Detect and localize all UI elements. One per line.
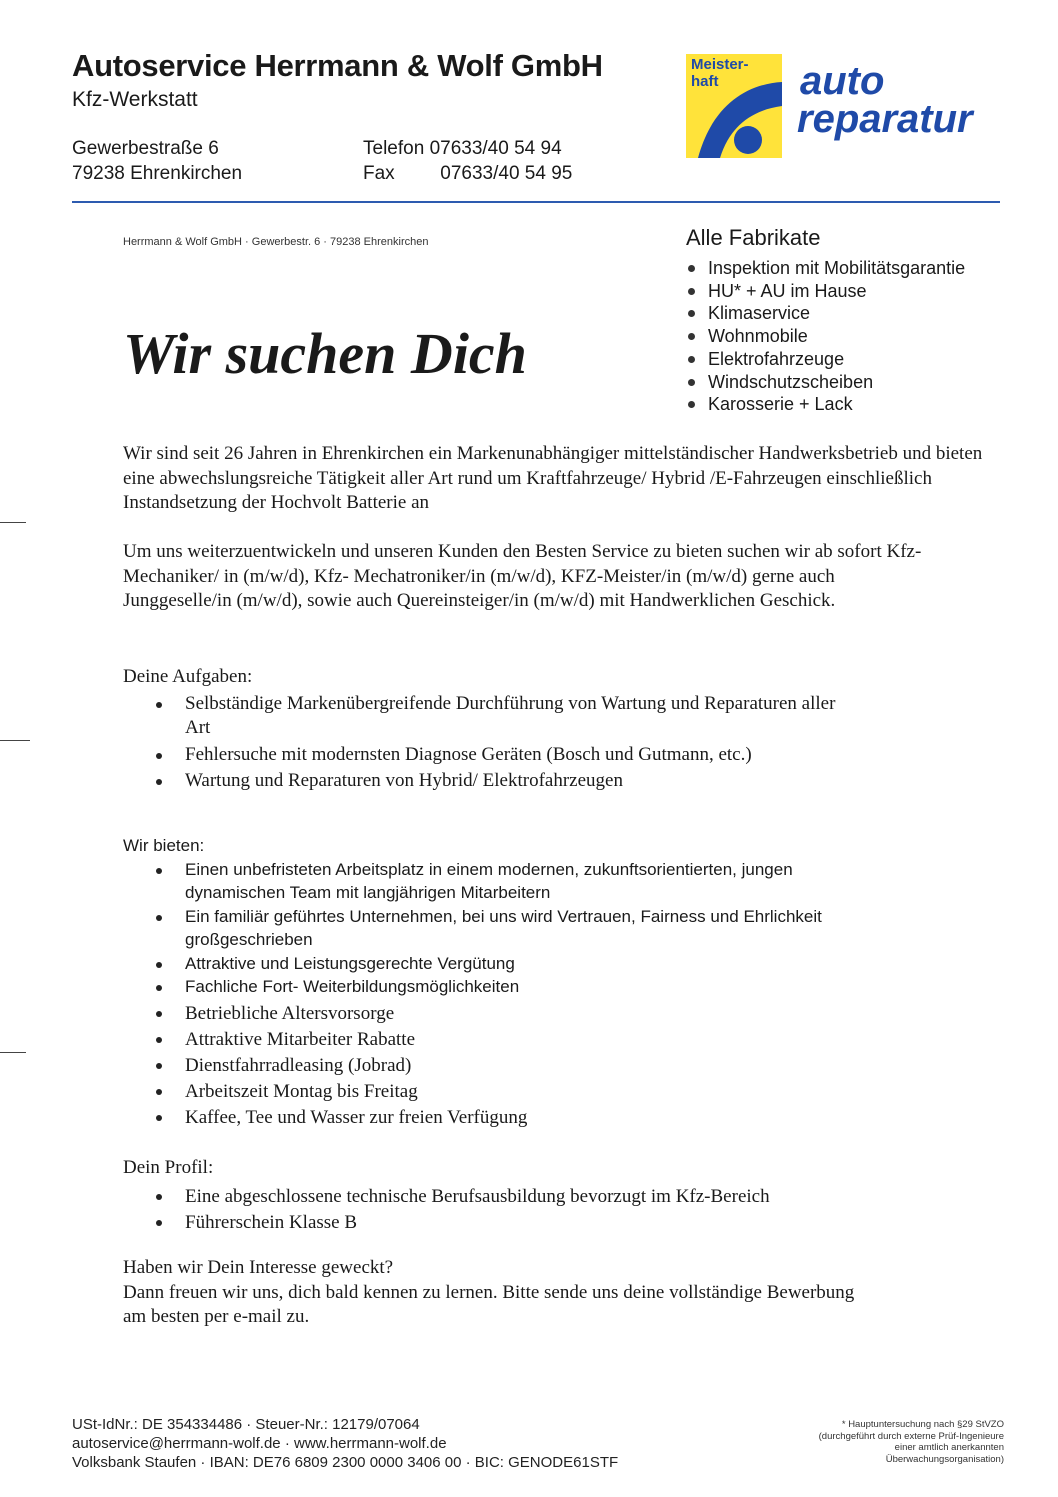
logo-word-reparatur: reparatur — [797, 97, 973, 141]
company-subtitle: Kfz-Werkstatt — [72, 88, 198, 111]
fold-mark — [0, 1052, 26, 1053]
service-item: Karosserie + Lack — [686, 393, 965, 416]
offer-list-sans — [123, 858, 943, 999]
fax-label: Fax — [363, 163, 395, 184]
logo-word-auto: auto — [800, 59, 885, 103]
offer-item: Kaffee, Tee und Wasser zur freien Verfügung — [123, 1105, 983, 1131]
offer-title: Wir bieten: — [123, 836, 205, 855]
task-item: Selbständige Markenübergreifende Durchführung von Wartung und Reparaturen aller Art — [123, 692, 923, 741]
makes-title: Alle Fabrikate — [686, 225, 821, 250]
service-item: Wohnmobile — [686, 325, 965, 348]
profile-item: Führerschein Klasse B — [123, 1210, 983, 1236]
logo-badge-line2: haft — [691, 73, 719, 90]
service-item: Elektrofahrzeuge — [686, 348, 965, 371]
logo-badge-line1: Meister- — [691, 56, 749, 73]
offer-item: Fachliche Fort- Weiterbildungsmöglichkeiten — [123, 975, 943, 999]
offer-list-serif — [123, 1001, 983, 1131]
sender-line: Herrmann & Wolf GmbH · Gewerbestr. 6 · 79238 Ehrenkirchen — [123, 236, 429, 248]
phone-number: 07633/40 54 94 — [429, 138, 562, 159]
footer-contact: autoservice@herrmann-wolf.de · www.herrmann-wolf.de — [72, 1435, 447, 1452]
address-street: Gewerbestraße 6 — [72, 138, 219, 159]
profile-list — [123, 1184, 983, 1236]
positions-paragraph: Um uns weiterzuentwickeln und unseren Kunden den Besten Service zu bieten suchen wir ab sofort Kfz-Mechaniker/ in (m/w/d), Kfz- Mechatroniker/in (m/w/d), KFZ-Meister/in (m/w/d) gerne auch Junggeselle/in (m/w/d), sowie auch Quereinsteiger/in (m/w/d) mit Handwerklichen Geschick. — [123, 541, 922, 611]
closing-text: Dann freuen wir uns, dich bald kennen zu lernen. Bitte sende uns deine vollständige Bewerbung am besten per e-mail zu. — [123, 1281, 855, 1327]
offer-item: Einen unbefristeten Arbeitsplatz in einem modernen, zukunftsorientierten, jungen dynamischen Team mit langjährigen Mitarbeitern — [123, 858, 943, 905]
service-item: Windschutzscheiben — [686, 371, 965, 394]
fold-mark — [0, 522, 26, 523]
service-item: Klimaservice — [686, 302, 965, 325]
offer-item: Betriebliche Altersvorsorge — [123, 1001, 983, 1027]
intro-paragraph: Wir sind seit 26 Jahren in Ehrenkirchen ein Markenunabhängiger mittelständischer Handwerksbetrieb und bieten eine abwechslungsreiche Tätigkeit aller Art rund um Kraftfahrzeuge/ Hybrid /E-Fahrzeugen einschließlich Instandsetzung der Hochvolt Batterie an — [123, 443, 983, 513]
phone-label: Telefon — [363, 138, 425, 159]
tasks-section — [123, 665, 983, 794]
meisterhaft-logo-badge — [686, 54, 782, 158]
company-address — [72, 136, 242, 186]
tasks-list — [123, 692, 923, 794]
footer-company-info — [72, 1415, 618, 1472]
offer-item: Dienstfahrradleasing (Jobrad) — [123, 1053, 983, 1079]
offer-item: Attraktive und Leistungsgerechte Vergütung — [123, 952, 943, 976]
header-divider — [72, 201, 1000, 203]
headline: Wir suchen Dich — [123, 321, 527, 386]
contact-numbers — [363, 136, 572, 186]
profile-item: Eine abgeschlossene technische Berufsausbildung bevorzugt im Kfz-Bereich — [123, 1184, 983, 1210]
auto-reparatur-logo-text — [797, 59, 973, 141]
company-name: Autoservice Herrmann & Wolf GmbH — [72, 48, 603, 83]
logo-swoosh-icon — [686, 54, 782, 158]
address-city: 79238 Ehrenkirchen — [72, 163, 243, 184]
service-item: HU* + AU im Hause — [686, 280, 965, 303]
phone-row — [363, 136, 572, 161]
offer-item: Arbeitszeit Montag bis Freitag — [123, 1079, 983, 1105]
offer-item: Ein familiär geführtes Unternehmen, bei uns wird Vertrauen, Fairness und Ehrlichkeit großgeschrieben — [123, 905, 943, 952]
profile-section — [123, 1156, 983, 1236]
tasks-title: Deine Aufgaben: — [123, 666, 253, 687]
fax-number: 07633/40 54 95 — [440, 163, 573, 184]
offer-item: Attraktive Mitarbeiter Rabatte — [123, 1027, 983, 1053]
offer-section — [123, 834, 983, 1131]
footer-bank: Volksbank Staufen · IBAN: DE76 6809 2300 0000 3406 00 · BIC: GENODE61STF — [72, 1454, 619, 1471]
hu-footnote: * Hauptuntersuchung nach §29 StVZO (durchgeführt durch externe Prüf-Ingenieure einer amtlich anerkannten Überwachungsorganisation) — [818, 1419, 1004, 1465]
footer-tax-ids: USt-IdNr.: DE 354334486 · Steuer-Nr.: 12179/07064 — [72, 1416, 420, 1433]
profile-title: Dein Profil: — [123, 1157, 214, 1178]
task-item: Wartung und Reparaturen von Hybrid/ Elektrofahrzeugen — [123, 769, 923, 794]
service-item: Inspektion mit Mobilitätsgarantie — [686, 257, 965, 280]
closing-section — [123, 1256, 863, 1330]
task-item: Fehlersuche mit modernsten Diagnose Geräten (Bosch und Gutmann, etc.) — [123, 743, 923, 768]
closing-question: Haben wir Dein Interesse geweckt? — [123, 1257, 394, 1278]
fold-mark — [0, 740, 30, 741]
services-list — [686, 257, 965, 416]
fax-row — [363, 161, 572, 186]
